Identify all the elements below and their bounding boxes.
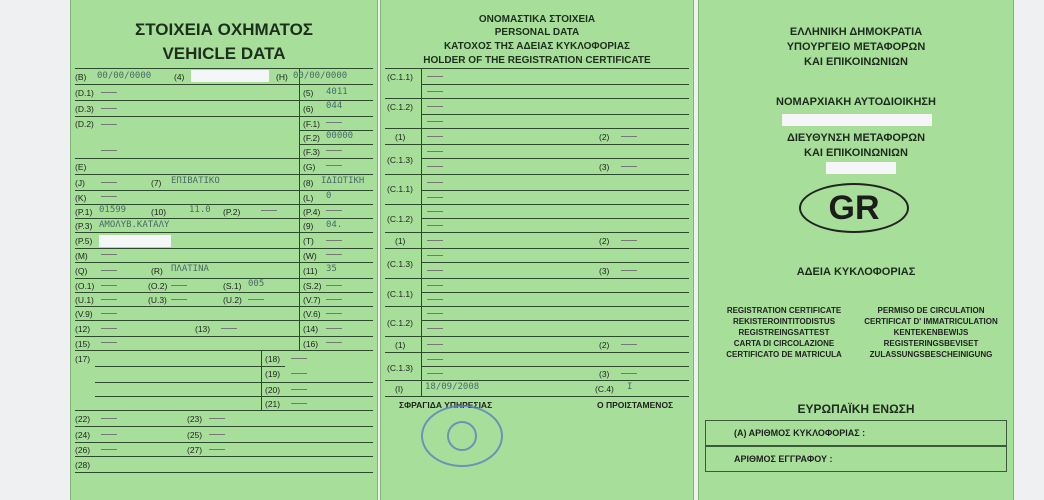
field-9-value: 04.	[326, 220, 343, 230]
cover-line-3: ΚΑΙ ΕΠΙΚΟΙΝΩΝΙΩΝ	[804, 56, 908, 68]
languages-right: PERMISO DE CIRCULATION CERTIFICAT D' IMMATRICULATION KENTEKENBEWIJS REGISTERINGSBEVISET ZULASSUNGSBESCHEINIGUNG	[864, 306, 998, 359]
field-r-value: ΠΛΑΤΙΝΑ	[171, 264, 209, 274]
field-l-value: 0	[326, 191, 332, 201]
cover-line-1: ΕΛΛΗΝΙΚΗ ΔΗΜΟΚΡΑΤΙΑ	[789, 26, 923, 38]
personal-data-panel: ΟΝΟΜΑΣΤΙΚΑ ΣΤΟΙΧΕΙΑ PERSONAL DATA ΚΑΤΟΧΟΣ ΤΗΣ ΑΔΕΙΑΣ ΚΥΚΛΟΦΟΡΙΑΣ HOLDER OF THE REGISTRATION CERTIFICATE (C.1.1) (C.1.2) (1) (2) (C.1.3) (3) (C.1.1) (C.1.2) (1) (2) (C.1.3) (3) (C.1.1) (C.1.2) (1) (2) (C.1.3) (3) (I) (C.4) 18/09/2008 Ι ΣΦΡΑΓΙΔΑ ΥΠΗΡΕΣΙΑΣ Ο ΠΡΟΙΣΤΑΜΕΝΟΣ	[380, 0, 694, 500]
personal-title-4: HOLDER OF THE REGISTRATION CERTIFICATE	[423, 55, 651, 66]
field-6-value: 044	[326, 101, 343, 111]
document-number-box	[705, 446, 1007, 472]
field-i-value: 18/09/2008	[425, 382, 480, 392]
vehicle-data-panel: ΣΤΟΙΧΕΙΑ ΟΧΗΜΑΤΟΣ VEHICLE DATA (B) (D.1) (D.3) (D.2) (E) (J) (K) (P.1) (P.3) (P.5) (M) (Q) (O.1) (U.1) (V.9) (12) (15) (17) (22) (24) (26) (28) (H) (5) (6) (F.1) (F.2) (F.3) (G) (8) (L) (P.4) (9) (T) (W) (11) (S.2) (V.7) (V.6) (14) (16) (18) (19) (20) (21) (4) (7) (10) (P.2) (R) (O.2) (U.3) (S.1) (U.2) (13) (23) (25) (27) 00/00/0000 00/00/0000 4011 044 00000 ΕΠΙΒΑΤΙΚΟ ΙΔΙΩΤΙΚΗ 0 01599 11.0 ΑΜΟΛΥΒ.ΚΑΤΑΛΥ 04. ΠΛΑΤΙΝΑ 35 005	[70, 0, 378, 500]
european-union-label: ΕΥΡΩΠΑΪΚΗ ΕΝΩΣΗ	[797, 402, 915, 416]
redacted-office	[826, 162, 896, 174]
languages-left: REGISTRATION CERTIFICATE REKISTEROINTITODISTUS REGISTREINGSATTEST CARTA DI CIRCOLAZIONE CERTIFICATO DE MATRICULA	[726, 306, 842, 359]
field-7-value: ΕΠΙΒΑΤΙΚΟ	[171, 176, 220, 186]
vehicle-title-gr: ΣΤΟΙΧΕΙΑ ΟΧΗΜΑΤΟΣ	[135, 20, 313, 39]
country-code-oval: GR	[799, 183, 909, 233]
registration-number-box	[705, 420, 1007, 446]
stamp-label: ΣΦΡΑΓΙΔΑ ΥΠΗΡΕΣΙΑΣ	[399, 400, 493, 410]
redacted-field-4	[191, 70, 269, 82]
redacted-prefecture	[782, 114, 932, 126]
cover-line-5: ΔΙΕΥΘΥΝΣΗ ΜΕΤΑΦΟΡΩΝ	[786, 132, 926, 144]
cover-line-6: ΚΑΙ ΕΠΙΚΟΙΝΩΝΙΩΝ	[804, 147, 908, 159]
field-8-value: ΙΔΙΩΤΙΚΗ	[321, 176, 365, 186]
field-s1-value: 005	[248, 279, 265, 289]
field-f2-value: 00000	[326, 131, 354, 141]
official-seal	[421, 405, 503, 467]
field-h-value: 00/00/0000	[293, 71, 348, 81]
field-p1-value: 01599	[99, 205, 127, 215]
field-11-value: 35	[326, 264, 337, 274]
field-b-value: 00/00/0000	[97, 71, 152, 81]
document-title: ΑΔΕΙΑ ΚΥΚΛΟΦΟΡΙΑΣ	[796, 266, 916, 278]
field-p3-value: ΑΜΟΛΥΒ.ΚΑΤΑΛΥ	[99, 220, 170, 230]
cover-panel	[698, 0, 1014, 500]
document-number-label: ΑΡΙΘΜΟΣ ΕΓΓΡΑΦΟΥ :	[734, 454, 833, 464]
registration-number-label: (Α) ΑΡΙΘΜΟΣ ΚΥΚΛΟΦΟΡΙΑΣ :	[734, 428, 866, 438]
cover-line-4: ΝΟΜΑΡΧΙΑΚΗ ΑΥΤΟΔΙΟΙΚΗΣΗ	[776, 96, 936, 108]
cover-line-2: ΥΠΟΥΡΓΕΙΟ ΜΕΤΑΦΟΡΩΝ	[786, 41, 926, 53]
field-10-value: 11.0	[189, 205, 211, 215]
chief-label: Ο ΠΡΟΙΣΤΑΜΕΝΟΣ	[597, 400, 674, 410]
redacted-field-p5	[99, 235, 171, 247]
field-c4-value: Ι	[627, 382, 633, 392]
personal-title-2: PERSONAL DATA	[494, 27, 580, 38]
personal-title-3: ΚΑΤΟΧΟΣ ΤΗΣ ΑΔΕΙΑΣ ΚΥΚΛΟΦΟΡΙΑΣ	[443, 41, 631, 52]
field-5-value: 4011	[326, 87, 348, 97]
personal-title-1: ΟΝΟΜΑΣΤΙΚΑ ΣΤΟΙΧΕΙΑ	[478, 14, 596, 25]
vehicle-title-en: VEHICLE DATA	[162, 44, 286, 63]
